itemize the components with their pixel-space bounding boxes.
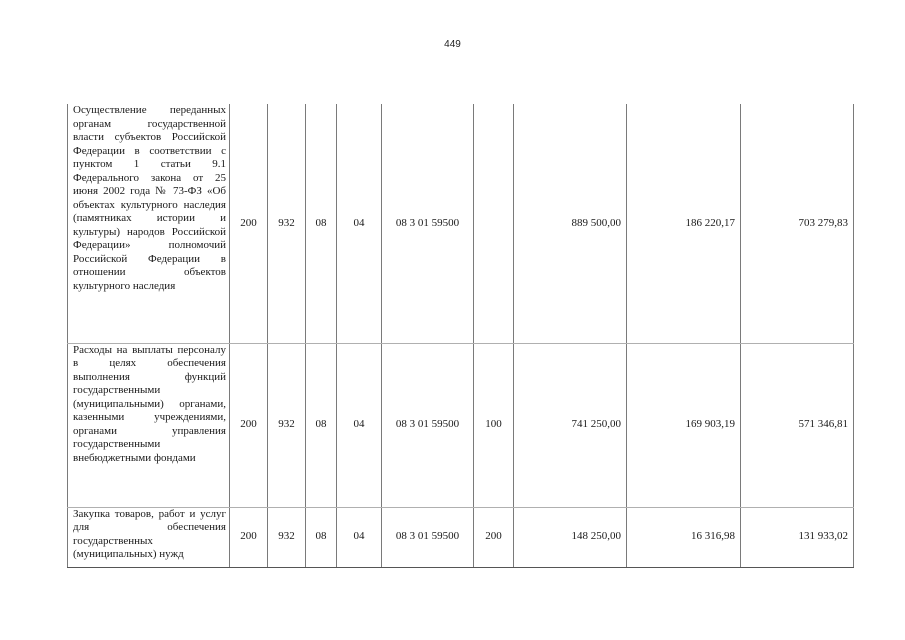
code-2-cell: 932	[268, 104, 306, 343]
code-1-cell: 200	[230, 507, 268, 567]
expense-type-cell: 200	[474, 507, 514, 567]
table-row	[68, 507, 854, 567]
expense-type-cell: 100	[474, 343, 514, 507]
code-2-cell: 932	[268, 507, 306, 567]
remaining-amount-cell: 131 933,02	[741, 507, 854, 567]
target-article-cell: 08 3 01 59500	[382, 507, 474, 567]
expense-type-cell	[474, 104, 514, 343]
executed-amount-cell: 16 316,98	[627, 507, 741, 567]
code-2-cell: 932	[268, 343, 306, 507]
planned-amount-cell: 889 500,00	[514, 104, 627, 343]
executed-amount-cell: 169 903,19	[627, 343, 741, 507]
remaining-amount-cell: 571 346,81	[741, 343, 854, 507]
row-description: Расходы на выплаты персоналу в целях обеспечения выполнения функций государственными (муниципальными) органами, казенными учреждениями, органами управления государственными внебюджетными фондами	[68, 343, 230, 507]
code-1-cell: 200	[230, 343, 268, 507]
target-article-cell: 08 3 01 59500	[382, 104, 474, 343]
target-article-cell: 08 3 01 59500	[382, 343, 474, 507]
executed-amount-cell: 186 220,17	[627, 104, 741, 343]
planned-amount-cell: 741 250,00	[514, 343, 627, 507]
subsection-cell: 04	[337, 343, 382, 507]
table-row	[68, 343, 854, 507]
section-cell: 08	[306, 343, 337, 507]
budget-table	[67, 104, 854, 568]
subsection-cell: 04	[337, 104, 382, 343]
remaining-amount-cell: 703 279,83	[741, 104, 854, 343]
page-number: 449	[444, 39, 461, 50]
planned-amount-cell: 148 250,00	[514, 507, 627, 567]
code-1-cell: 200	[230, 104, 268, 343]
subsection-cell: 04	[337, 507, 382, 567]
section-cell: 08	[306, 104, 337, 343]
row-description: Осуществление переданных органам государственной власти субъектов Российской Федерации в соответствии с пунктом 1 статьи 9.1 Федерального закона от 25 июня 2002 года № 73-ФЗ «Об объектах культурного наследия (памятниках истории и культуры) народов Российской Федерации» полномочий Российской Федерации в отношении объектов культурного наследия	[68, 104, 230, 343]
section-cell: 08	[306, 507, 337, 567]
table-row	[68, 104, 854, 343]
row-description: Закупка товаров, работ и услуг для обеспечения государственных (муниципальных) нужд	[68, 507, 230, 567]
